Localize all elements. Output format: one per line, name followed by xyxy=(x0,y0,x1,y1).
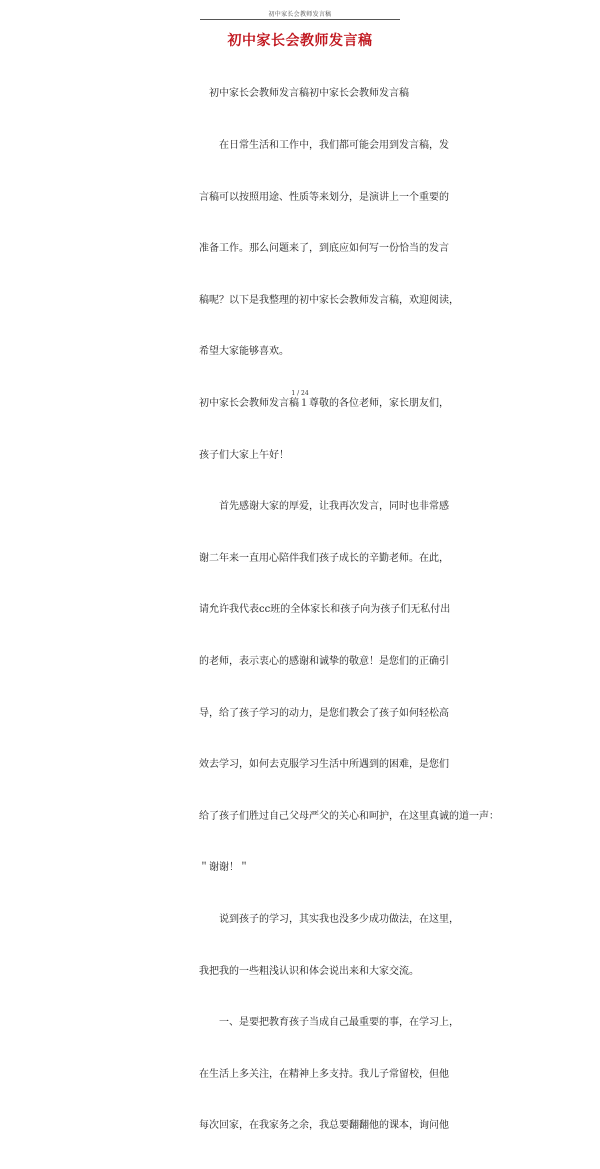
body-line: 请允许我代表cc班的全体家长和孩子向为孩子们无私付出 xyxy=(199,604,451,616)
page-header: 初中家长会教师发言稿 xyxy=(268,11,332,18)
document-body xyxy=(199,51,499,1169)
body-line: 初中家长会教师发言稿１尊敬的各位老师，家长朋友们， xyxy=(199,397,449,409)
body-line: 稿呢？以下是我整理的初中家长会教师发言稿，欢迎阅读， xyxy=(199,294,459,306)
body-line: 首先感谢大家的厚爱，让我再次发言，同时也非常感 xyxy=(199,501,449,513)
body-line: 谢二年来一直用心陪伴我们孩子成长的辛勤老师。在此， xyxy=(199,552,449,564)
document-title: 初中家长会教师发言稿 xyxy=(227,33,373,49)
body-line: 在日常生活和工作中，我们都可能会用到发言稿，发 xyxy=(199,140,449,151)
body-line: 给了孩子们胜过自己父母严父的关心和呵护，在这里真诚的道一声： xyxy=(199,810,499,822)
body-line: 导，给了孩子学习的动力，是您们教会了孩子如何轻松高 xyxy=(199,707,449,719)
page-number: 1 / 24 xyxy=(291,390,309,397)
body-line: 初中家长会教师发言稿初中家长会教师发言稿 xyxy=(199,88,409,100)
header-divider xyxy=(200,19,400,20)
body-line: 希望大家能够喜欢。 xyxy=(199,346,289,358)
body-line: 效去学习，如何去克服学习生活中所遇到的困难，是您们 xyxy=(199,759,449,771)
body-line: 一、是要把教育孩子当成自己最重要的事，在学习上， xyxy=(199,1017,459,1029)
body-line: 准备工作。那么问题来了，到底应如何写一份恰当的发言 xyxy=(199,243,449,255)
body-line: 每次回家，在我家务之余，我总要翻翻他的课本，询问他 xyxy=(199,1120,449,1132)
body-line: 说到孩子的学习，其实我也没多少成功做法，在这里， xyxy=(199,913,459,925)
body-line: 孩子们大家上午好！ xyxy=(199,449,289,461)
body-line: 在生活上多关注，在精神上多支持。我儿子常留校，但他 xyxy=(199,1068,449,1080)
body-line: 的老师，表示衷心的感谢和诚挚的敬意！是您们的正确引 xyxy=(199,655,449,667)
body-line: 言稿可以按照用途、性质等来划分，是演讲上一个重要的 xyxy=(199,191,449,203)
body-line: 我把我的一些粗浅认识和体会说出来和大家交流。 xyxy=(199,965,419,977)
body-line: ＂谢谢！＂ xyxy=(199,862,249,874)
